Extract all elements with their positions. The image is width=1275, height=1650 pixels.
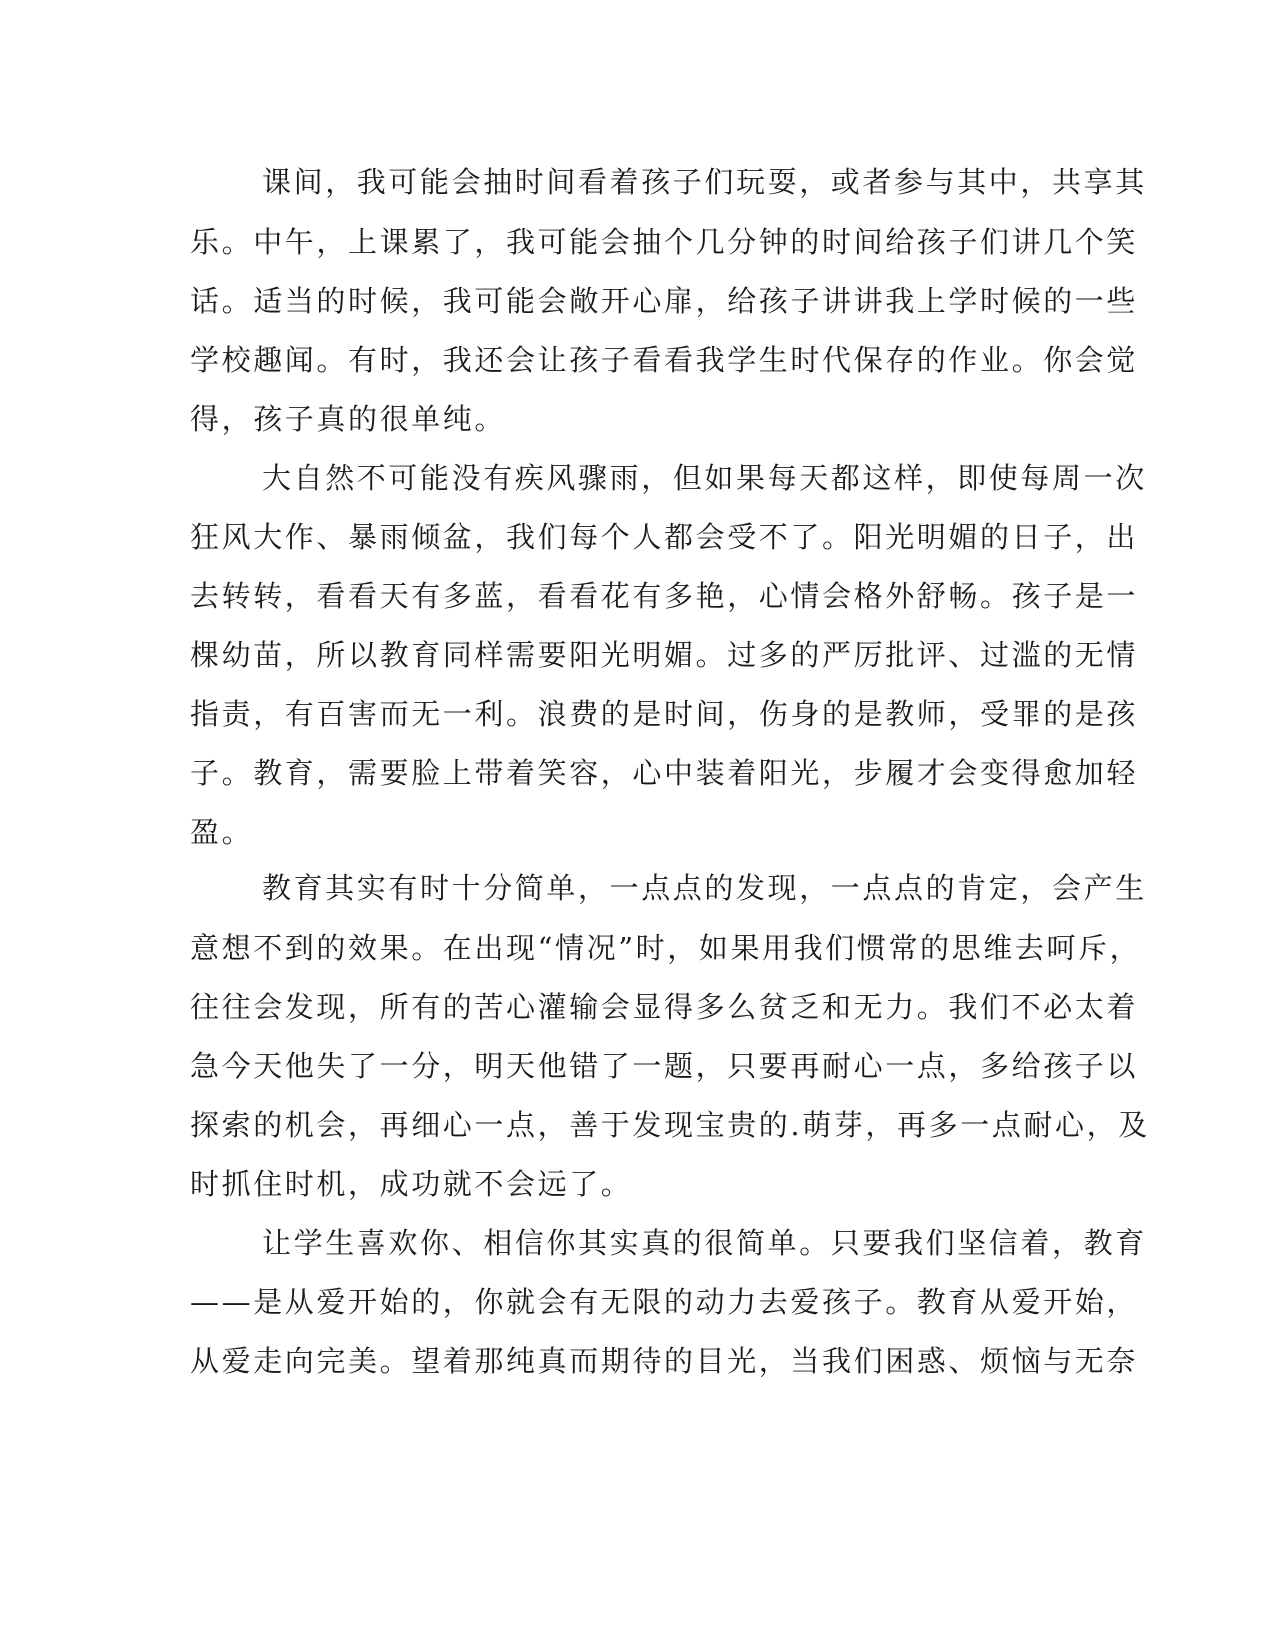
paragraph-line: 盈。 [190,815,254,849]
paragraph-line: 指责，有百害而无一利。浪费的是时间，伤身的是教师，受罪的是孩 [190,697,1139,731]
paragraph-line: 狂风大作、暴雨倾盆，我们每个人都会受不了。阳光明媚的日子，出 [190,520,1139,554]
paragraph-line: 教育其实有时十分简单，一点点的发现，一点点的肯定，会产生 [262,871,1147,905]
paragraph-line: 得，孩子真的很单纯。 [190,402,507,436]
paragraph-line: 课间，我可能会抽时间看着孩子们玩耍，或者参与其中，共享其 [262,165,1147,199]
paragraph-line: 子。教育，需要脸上带着笑容，心中装着阳光，步履才会变得愈加轻 [190,756,1139,790]
paragraph-line: 探索的机会，再细心一点，善于发现宝贵的.萌芽，再多一点耐心，及 [190,1108,1150,1142]
paragraph-line: 急今天他失了一分，明天他错了一题，只要再耐心一点，多给孩子以 [190,1049,1139,1083]
paragraph-line: 话。适当的时候，我可能会敞开心扉，给孩子讲讲我上学时候的一些 [190,284,1139,318]
paragraph-line: 大自然不可能没有疾风骤雨，但如果每天都这样，即使每周一次 [262,461,1147,495]
paragraph-line: 让学生喜欢你、相信你其实真的很简单。只要我们坚信着，教育 [262,1226,1147,1260]
paragraph-line: ——是从爱开始的，你就会有无限的动力去爱孩子。教育从爱开始， [190,1285,1139,1319]
paragraph-line: 意想不到的效果。在出现“情况”时，如果用我们惯常的思维去呵斥， [190,931,1142,965]
paragraph-line: 学校趣闻。有时，我还会让孩子看看我学生时代保存的作业。你会觉 [190,343,1139,377]
paragraph-line: 棵幼苗，所以教育同样需要阳光明媚。过多的严厉批评、过滥的无情 [190,638,1139,672]
paragraph-line: 时抓住时机，成功就不会远了。 [190,1167,633,1201]
paragraph-line: 乐。中午，上课累了，我可能会抽个几分钟的时间给孩子们讲几个笑 [190,225,1139,259]
paragraph-line: 去转转，看看天有多蓝，看看花有多艳，心情会格外舒畅。孩子是一 [190,579,1139,613]
paragraph-line: 从爱走向完美。望着那纯真而期待的目光，当我们困惑、烦恼与无奈 [190,1344,1139,1378]
paragraph-line: 往往会发现，所有的苦心灌输会显得多么贫乏和无力。我们不必太着 [190,990,1139,1024]
